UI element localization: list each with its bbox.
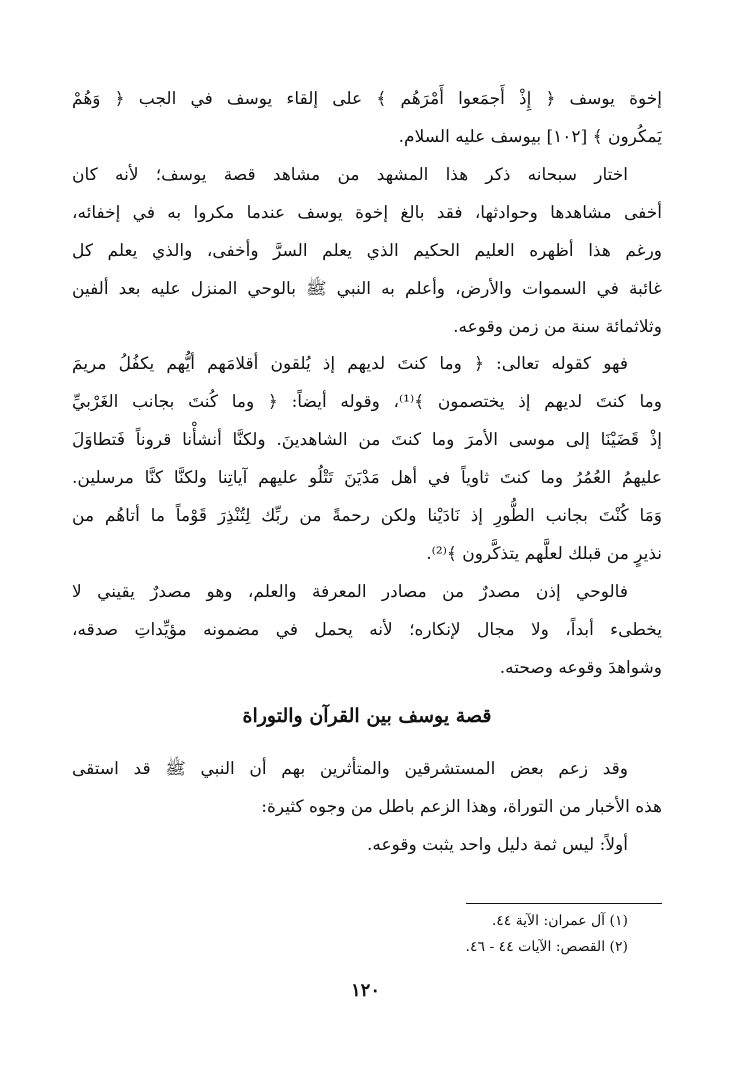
footnote-item: (١) آل عمران: الآية ٤٤. bbox=[491, 913, 628, 929]
page-number: ١٢٠ bbox=[350, 980, 380, 1001]
text-line: فهو كقوله تعالى: ﴿ وما كنتَ لديهم إذ يُلقون أقلامَهم أيُّهم يكفُلُ مريمَ bbox=[72, 354, 628, 374]
paragraph-4 bbox=[72, 573, 662, 687]
text-line: وشواهدَ وقوعه وصحته. bbox=[499, 658, 662, 678]
text-line: يَمكُرون ﴾ [١٠٢] بيوسف عليه السلام. bbox=[398, 127, 662, 147]
text-line: وقد زعم بعض المستشرقين والمتأثرين بهم أن النبي ﷺ قد استقى bbox=[72, 759, 628, 779]
footnote-separator bbox=[466, 903, 662, 904]
text-line: إذْ قَضَيْنَا إلى موسى الأمرَ وما كنتَ من الشاهدينَ. ولكنَّا أنشأْنا قروناً فَتطاوَلَ bbox=[72, 430, 662, 450]
paragraph-6 bbox=[72, 826, 662, 864]
text-line: غائبة في السموات والأرض، وأعلم به النبي ﷺ بالوحي المنزل عليه بعد ألفين bbox=[72, 279, 662, 299]
text-line: وثلاثمائة سنة من زمن وقوعه. bbox=[453, 317, 662, 337]
paragraph-5 bbox=[72, 750, 662, 826]
text-line: يخطىء أبداً، ولا مجال لإنكاره؛ لأنه يحمل في مضمونه مؤيِّداتِ صدقه، bbox=[72, 620, 662, 640]
text-line: ورغم هذا أظهره العليم الحكيم الذي يعلم السرَّ وأخفى، والذي يعلم كل bbox=[72, 241, 662, 261]
text-line: أخفى مشاهدها وحوادثها، فقد بالغ إخوة يوسف عندما مكروا به في إخفائه، bbox=[72, 203, 662, 223]
text-line: عليهمُ العُمُرُ وما كنتَ ثاوياً في أهل مَدْيَنَ تَتْلُو عليهم آياتِنا ولكنَّا كنَّا مرسلين. bbox=[72, 468, 662, 488]
section-heading: قصة يوسف بين القرآن والتوراة bbox=[242, 705, 492, 727]
text-line: نذيرٍ من قبلك لعلَّهم يتذكَّرون ﴾⁽²⁾. bbox=[426, 544, 662, 564]
text-line: هذه الأخبار من التوراة، وهذا الزعم باطل من وجوه كثيرة: bbox=[261, 797, 662, 817]
paragraph-1 bbox=[72, 80, 662, 156]
footnote-item: (٢) القصص: الآيات ٤٤ - ٤٦. bbox=[465, 939, 628, 955]
footnotes bbox=[72, 908, 662, 960]
text-line: وما كنتَ لديهم إذ يختصمون ﴾⁽¹⁾، وقوله أيضاً: ﴿ وما كُنتَ بجانب الغَرْبيِّ bbox=[72, 392, 662, 412]
text-line: اختار سبحانه ذكر هذا المشهد من مشاهد قصة يوسف؛ لأنه كان bbox=[72, 165, 628, 185]
text-line: فالوحي إذن مصدرٌ من مصادر المعرفة والعلم، وهو مصدرٌ يقيني لا bbox=[72, 582, 628, 602]
text-line: وَمَا كُنْتَ بجانب الطُّورِ إذ نَادَيْنا ولكن رحمةً من ربِّك لِتُنْذِرَ قَوْماً ما أتاهُم من bbox=[72, 506, 662, 526]
paragraph-3 bbox=[72, 345, 662, 573]
paragraph-2 bbox=[72, 156, 662, 346]
text-line: أولاً: ليس ثمة دليل واحد يثبت وقوعه. bbox=[366, 835, 628, 855]
text-line: إخوة يوسف ﴿ إِذْ أَجمَعوا أَمْرَهُم ﴾ على إلقاء يوسف في الجب ﴿ وَهُمْ bbox=[72, 89, 662, 109]
